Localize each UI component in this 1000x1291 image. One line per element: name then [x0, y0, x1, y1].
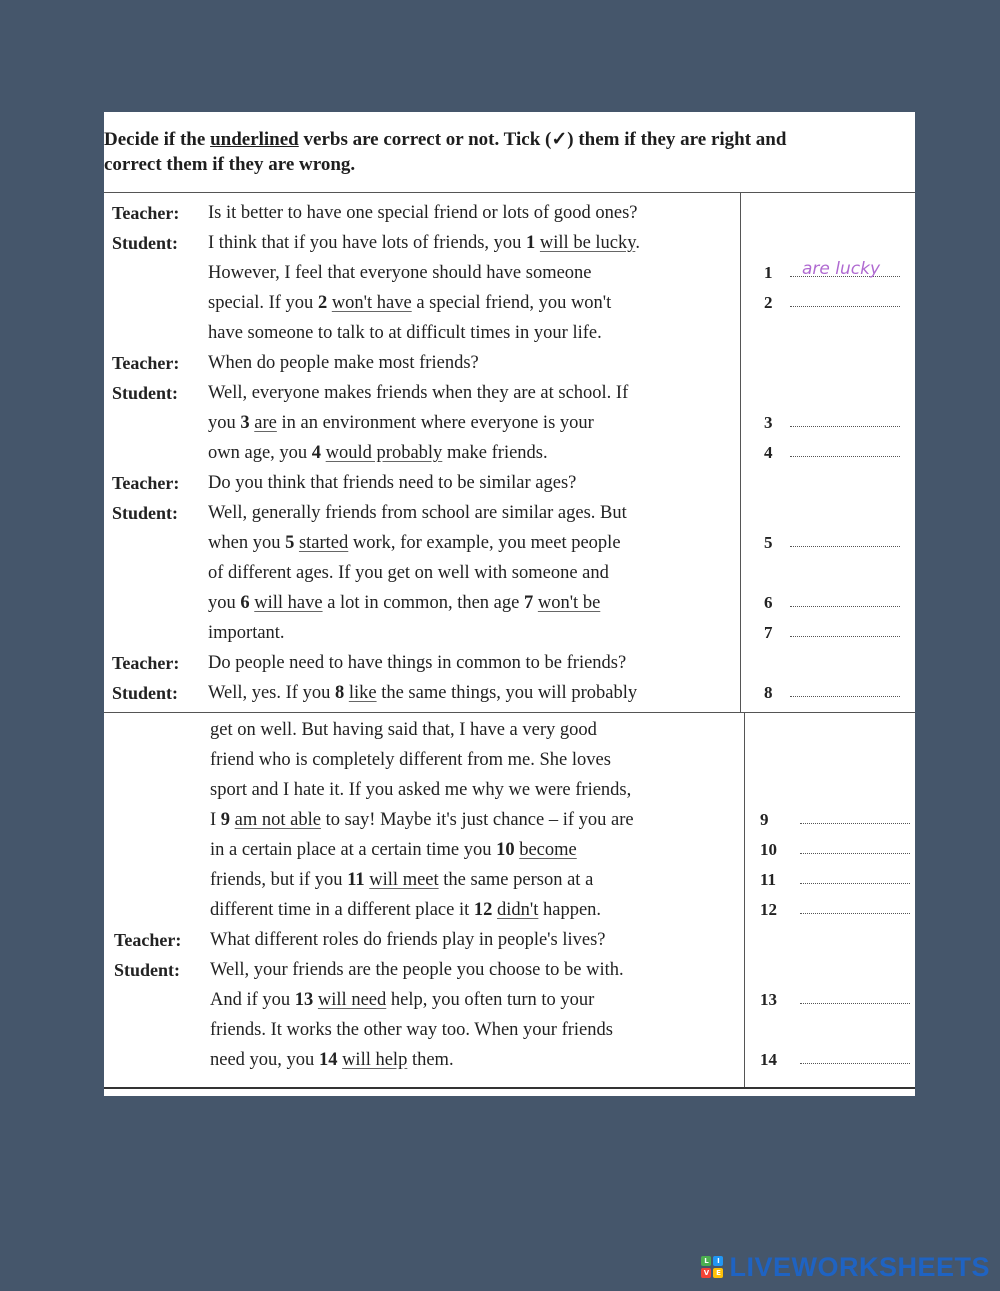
answer-dotted-line[interactable]	[800, 853, 910, 854]
speaker-label: Teacher:	[114, 930, 182, 950]
answer-dotted-line[interactable]	[790, 696, 900, 697]
text-fragment: friend who is completely different from me. She loves	[210, 750, 611, 770]
speaker-label: Student:	[112, 503, 179, 523]
text-fragment: in a certain place at a certain time you	[210, 840, 497, 860]
answer-blank-7[interactable]	[764, 618, 904, 648]
underlined-verb: will be lucky	[539, 233, 636, 253]
text-fragment: important.	[208, 623, 285, 643]
dialogue-line	[104, 955, 904, 985]
text-fragment: need you, you	[210, 1050, 319, 1070]
text-fragment: of different ages. If you get on well with someone and	[208, 563, 609, 583]
underlined-verb: am not able	[234, 810, 321, 830]
text-fragment: a lot in common, then age	[322, 593, 524, 613]
line-text	[208, 468, 576, 498]
underlined-verb: will have	[254, 593, 323, 613]
underlined-verb: will help	[342, 1050, 408, 1070]
answer-dotted-line[interactable]	[790, 606, 900, 607]
answer-dotted-line[interactable]	[790, 456, 900, 457]
dialogue-line	[104, 925, 904, 955]
text-fragment: What different roles do friends play in people's lives?	[210, 930, 606, 950]
dialogue-line	[104, 618, 904, 648]
underlined-verb: will meet	[369, 870, 439, 890]
line-text	[208, 378, 628, 408]
item-number: 2	[317, 293, 328, 313]
line-text	[208, 318, 602, 348]
text-fragment: the same person at a	[438, 870, 594, 890]
text-fragment: Well, your friends are the people you choose to be with.	[210, 960, 624, 980]
answer-number: 3	[764, 413, 773, 432]
text-fragment: the same things, you will probably	[376, 683, 638, 703]
speaker-label: Teacher:	[112, 473, 180, 493]
logo-tile: I	[713, 1256, 723, 1266]
dialogue-line	[104, 865, 904, 895]
text-fragment: I	[210, 810, 221, 830]
text-fragment: to say! Maybe it's just chance – if you are	[320, 810, 634, 830]
answer-dotted-line[interactable]	[800, 823, 910, 824]
answer-blank-14[interactable]	[760, 1045, 900, 1075]
text-fragment: make friends.	[442, 443, 548, 463]
text-fragment: sport and I hate it. If you asked me why we were friends,	[210, 780, 632, 800]
item-number: 5	[285, 533, 295, 553]
text-fragment: you	[208, 413, 241, 433]
line-text	[210, 955, 624, 985]
answer-blank-13[interactable]	[760, 985, 900, 1015]
text-fragment: friends. It works the other way too. When your friends	[210, 1020, 613, 1040]
text-fragment: different time in a different place it	[210, 900, 474, 920]
text-fragment: Well, yes. If you	[208, 683, 335, 703]
text-fragment: own age, you	[208, 443, 312, 463]
text-fragment: them.	[407, 1050, 454, 1070]
answer-dotted-line[interactable]	[790, 426, 900, 427]
answer-dotted-line[interactable]	[790, 546, 900, 547]
instructions: Decide if the underlined verbs are correct or not. Tick (✓) them if they are right and correct them if they are wrong.	[104, 129, 787, 175]
text-fragment: have someone to talk to at difficult times in your life.	[208, 323, 602, 343]
text-fragment: in an environment where everyone is your	[276, 413, 594, 433]
answer-number: 8	[764, 683, 773, 702]
speaker-label: Student:	[112, 383, 179, 403]
underlined-verb: become	[519, 840, 577, 860]
answer-blank-6[interactable]	[764, 588, 904, 618]
line-text	[208, 528, 621, 558]
answer-number: 7	[764, 623, 773, 642]
text-fragment: get on well. But having said that, I have a very good	[210, 720, 597, 740]
speaker-label: Student:	[112, 233, 179, 253]
answer-dotted-line[interactable]	[800, 1003, 910, 1004]
dialogue-line	[104, 528, 904, 558]
logo-tile: L	[701, 1256, 711, 1266]
dialogue-line	[104, 348, 904, 378]
dialogue-line	[104, 678, 904, 708]
top-rule	[104, 192, 915, 193]
text-fragment: However, I feel that everyone should have someone	[208, 263, 592, 283]
logo-grid-icon	[701, 1256, 723, 1278]
speaker-label: Student:	[112, 683, 179, 703]
speaker-label: Teacher:	[112, 653, 180, 673]
text-fragment: work, for example, you meet people	[348, 533, 621, 553]
underlined-verb: like	[348, 683, 377, 703]
section-divider	[104, 712, 915, 713]
text-fragment: Is it better to have one special friend or lots of good ones?	[208, 203, 638, 223]
answer-number: 12	[760, 900, 777, 919]
text-fragment: .	[635, 233, 640, 253]
answer-number: 9	[760, 810, 769, 829]
dialogue-line	[104, 805, 904, 835]
answer-dotted-line[interactable]	[790, 306, 900, 307]
dialogue-line	[104, 318, 904, 348]
text-fragment: I think that if you have lots of friends, you	[208, 233, 527, 253]
dialogue-line	[104, 228, 904, 258]
answer-number: 2	[764, 293, 773, 312]
line-text	[210, 865, 593, 895]
logo-tile: V	[701, 1268, 711, 1278]
line-text	[208, 678, 637, 708]
text-fragment: help, you often turn to your	[386, 990, 595, 1010]
underlined-verb: didn't	[497, 900, 539, 920]
item-number: 9	[220, 810, 231, 830]
logo-tile: E	[713, 1268, 723, 1278]
worksheet	[104, 112, 915, 1096]
dialogue-line	[104, 1045, 904, 1075]
underlined-verb: are	[254, 413, 277, 433]
answer-dotted-line[interactable]	[800, 1063, 910, 1064]
dialogue-line	[104, 468, 904, 498]
underlined-verb: would probably	[325, 443, 443, 463]
answer-blank-10[interactable]	[760, 835, 900, 865]
dialogue-line	[104, 498, 904, 528]
dialogue-line	[104, 985, 904, 1015]
answer-blank-12[interactable]	[760, 895, 900, 925]
item-number: 7	[523, 593, 534, 613]
line-text	[210, 985, 594, 1015]
underlined-verb: started	[298, 533, 349, 553]
answer-dotted-line[interactable]	[800, 883, 910, 884]
text-fragment: friends, but if you	[210, 870, 348, 890]
liveworksheets-logo	[701, 1251, 990, 1283]
answer-blank-1[interactable]	[764, 258, 904, 288]
answer-blank-4[interactable]	[764, 438, 904, 468]
line-text	[208, 348, 479, 378]
answer-blank-3[interactable]	[764, 408, 904, 438]
line-text	[210, 895, 601, 925]
line-text	[210, 925, 605, 955]
dialogue-line	[104, 588, 904, 618]
answer-blank-9[interactable]	[760, 805, 900, 835]
item-number: 12	[473, 900, 493, 920]
text-fragment: Well, everyone makes friends when they are at school. If	[208, 383, 629, 403]
dialogue-line	[104, 745, 904, 775]
line-text	[210, 1015, 613, 1045]
dialogue-line	[104, 438, 904, 468]
item-number: 6	[240, 593, 250, 613]
line-text	[208, 558, 609, 588]
line-text	[208, 648, 626, 678]
answer-dotted-line[interactable]	[800, 913, 910, 914]
dialogue-line	[104, 895, 904, 925]
dialogue-line	[104, 648, 904, 678]
item-number: 8	[334, 683, 345, 703]
text-fragment: a special friend, you won't	[411, 293, 612, 313]
text-fragment: when you	[208, 533, 286, 553]
item-number: 11	[347, 870, 365, 890]
dialogue-line	[104, 715, 904, 745]
text-fragment: Do you think that friends need to be similar ages?	[208, 473, 577, 493]
line-text	[208, 288, 611, 318]
answer-blank-2[interactable]	[764, 288, 904, 318]
text-fragment: And if you	[210, 990, 295, 1010]
dialogue-line	[104, 378, 904, 408]
text-fragment: you	[208, 593, 241, 613]
answer-number: 10	[760, 840, 777, 859]
line-text	[208, 588, 600, 618]
underlined-verb: won't have	[331, 293, 412, 313]
line-text	[208, 438, 548, 468]
line-text	[210, 745, 611, 775]
answer-value[interactable]: are lucky	[802, 259, 881, 279]
speaker-label: Teacher:	[112, 203, 180, 223]
answer-dotted-line[interactable]	[790, 636, 900, 637]
line-text	[210, 775, 631, 805]
answer-blank-5[interactable]	[764, 528, 904, 558]
speaker-label: Student:	[114, 960, 181, 980]
answer-blank-11[interactable]	[760, 865, 900, 895]
underlined-verb: will need	[317, 990, 387, 1010]
line-text	[208, 618, 285, 648]
text-fragment: Do people need to have things in common to be friends?	[208, 653, 627, 673]
line-text	[208, 498, 627, 528]
answer-number: 6	[764, 593, 773, 612]
answer-number: 4	[764, 443, 773, 462]
dialogue-line	[104, 258, 904, 288]
dialogue-line	[104, 288, 904, 318]
dialogue-line	[104, 775, 904, 805]
line-text	[210, 835, 577, 865]
answer-number: 5	[764, 533, 773, 552]
dialogue-line	[104, 408, 904, 438]
item-number: 4	[311, 443, 322, 463]
answer-number: 14	[760, 1050, 777, 1069]
speaker-label: Teacher:	[112, 353, 180, 373]
dialogue-line	[104, 558, 904, 588]
bottom-rule	[104, 1087, 915, 1089]
answer-number: 1	[764, 263, 773, 282]
item-number: 13	[294, 990, 314, 1010]
dialogue-line	[104, 835, 904, 865]
line-text	[208, 198, 637, 228]
dialogue-line	[104, 198, 904, 228]
text-fragment: Well, generally friends from school are similar ages. But	[208, 503, 627, 523]
line-text	[208, 228, 640, 258]
line-text	[208, 258, 592, 288]
item-number: 10	[496, 840, 515, 860]
item-number: 1	[526, 233, 536, 253]
item-number: 3	[240, 413, 250, 433]
text-fragment: When do people make most friends?	[208, 353, 479, 373]
logo-text: LIVEWORKSHEETS	[729, 1251, 990, 1282]
line-text	[210, 805, 634, 835]
dialogue-line	[104, 1015, 904, 1045]
underlined-verb: won't be	[537, 593, 601, 613]
line-text	[208, 408, 594, 438]
text-fragment: happen.	[538, 900, 602, 920]
item-number: 14	[318, 1050, 338, 1070]
answer-blank-8[interactable]	[764, 678, 904, 708]
line-text	[210, 1045, 454, 1075]
line-text	[210, 715, 597, 745]
answer-number: 13	[760, 990, 777, 1009]
answer-number: 11	[760, 870, 777, 889]
text-fragment: special. If you	[208, 293, 318, 313]
